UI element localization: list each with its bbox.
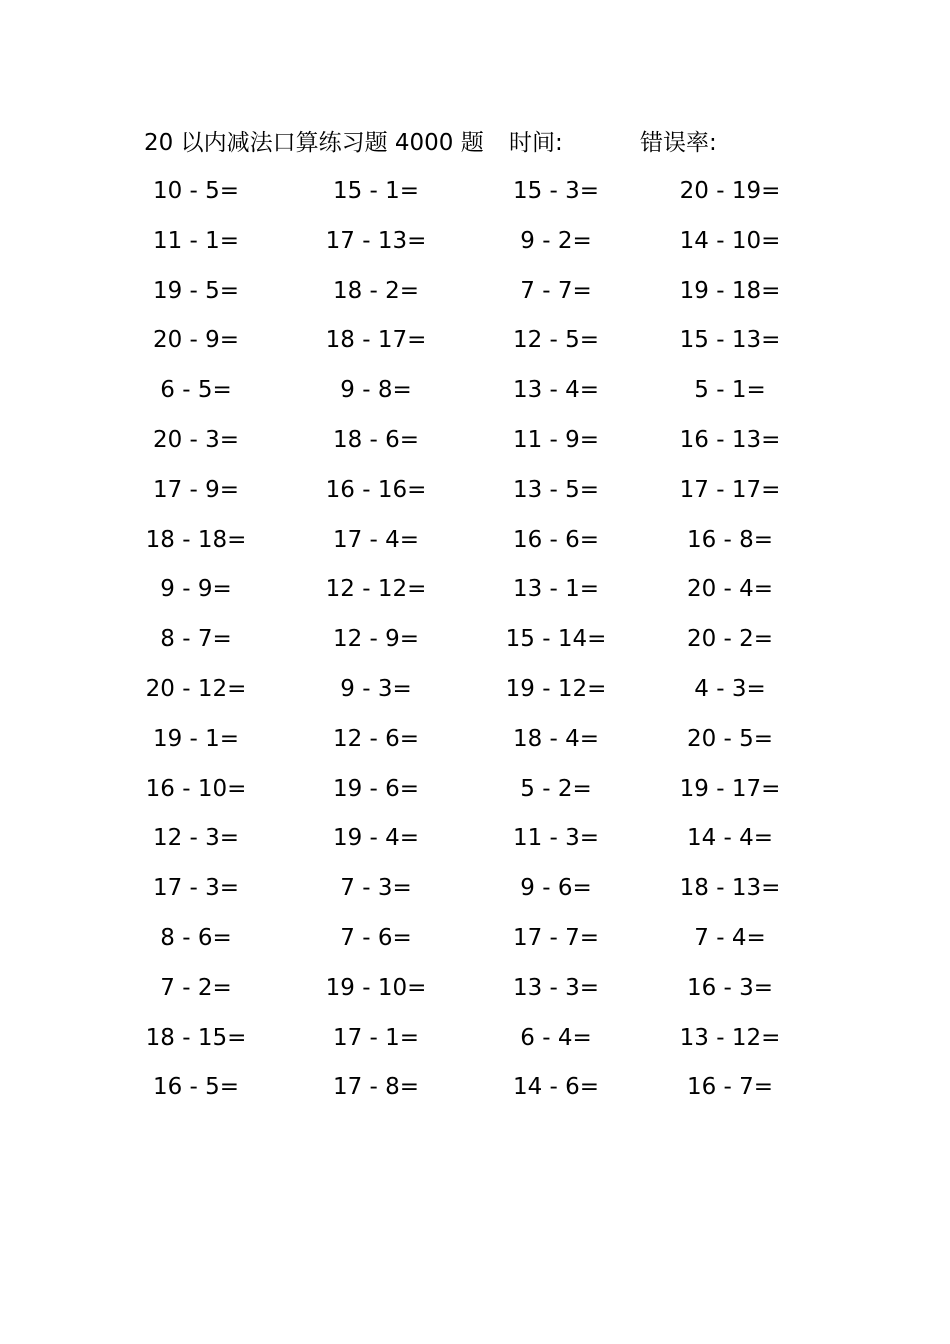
subtraction-problem: 16 - 3= — [686, 974, 774, 1001]
subtraction-problem: 14 - 10= — [679, 227, 781, 254]
subtraction-problem: 18 - 13= — [679, 875, 781, 902]
subtraction-problem: 17 - 17= — [679, 476, 781, 503]
subtraction-problem: 13 - 4= — [512, 377, 600, 404]
subtraction-problem: 20 - 3= — [152, 426, 240, 453]
subtraction-problem: 15 - 14= — [505, 626, 607, 653]
subtraction-problem: 19 - 6= — [332, 775, 420, 802]
subtraction-problem: 9 - 2= — [520, 227, 592, 254]
error-rate-label: 错误率: — [640, 130, 717, 156]
worksheet-title: 20 以内减法口算练习题 4000 题 — [144, 130, 484, 156]
problem-row — [0, 274, 950, 324]
subtraction-problem: 12 - 5= — [512, 327, 600, 354]
subtraction-problem: 12 - 12= — [325, 576, 427, 603]
subtraction-problem: 9 - 9= — [160, 576, 232, 603]
subtraction-problem: 7 - 6= — [340, 924, 412, 951]
subtraction-problem: 16 - 8= — [686, 526, 774, 553]
problem-row — [0, 821, 950, 871]
subtraction-problem: 9 - 3= — [340, 675, 412, 702]
subtraction-problem: 9 - 6= — [520, 875, 592, 902]
problem-row — [0, 1070, 950, 1120]
subtraction-problem: 6 - 4= — [520, 1024, 592, 1051]
problem-row — [0, 523, 950, 573]
subtraction-problem: 16 - 6= — [512, 526, 600, 553]
subtraction-problem: 18 - 15= — [145, 1024, 247, 1051]
subtraction-problem: 18 - 4= — [512, 725, 600, 752]
problem-grid — [0, 174, 950, 1120]
problem-row — [0, 1021, 950, 1071]
subtraction-problem: 19 - 10= — [325, 974, 427, 1001]
worksheet-header — [0, 126, 950, 160]
subtraction-problem: 17 - 4= — [332, 526, 420, 553]
subtraction-problem: 13 - 3= — [512, 974, 600, 1001]
subtraction-problem: 14 - 4= — [686, 825, 774, 852]
subtraction-problem: 7 - 7= — [520, 277, 592, 304]
subtraction-problem: 15 - 1= — [332, 178, 420, 204]
subtraction-problem: 19 - 18= — [679, 277, 781, 304]
problem-row — [0, 672, 950, 722]
subtraction-problem: 4 - 3= — [694, 675, 766, 702]
problem-row — [0, 174, 950, 224]
subtraction-problem: 8 - 6= — [160, 924, 232, 951]
subtraction-problem: 13 - 5= — [512, 476, 600, 503]
subtraction-problem: 11 - 1= — [152, 227, 240, 254]
subtraction-problem: 16 - 5= — [152, 1074, 240, 1101]
problem-row — [0, 224, 950, 274]
subtraction-problem: 6 - 5= — [160, 377, 232, 404]
subtraction-problem: 16 - 7= — [686, 1074, 774, 1101]
subtraction-problem: 12 - 6= — [332, 725, 420, 752]
subtraction-problem: 18 - 17= — [325, 327, 427, 354]
subtraction-problem: 20 - 9= — [152, 327, 240, 354]
subtraction-problem: 19 - 5= — [152, 277, 240, 304]
subtraction-problem: 5 - 1= — [694, 377, 766, 404]
subtraction-problem: 12 - 9= — [332, 626, 420, 653]
subtraction-problem: 7 - 3= — [340, 875, 412, 902]
subtraction-problem: 16 - 10= — [145, 775, 247, 802]
subtraction-problem: 11 - 3= — [512, 825, 600, 852]
time-label: 时间: — [509, 130, 563, 156]
subtraction-problem: 7 - 2= — [160, 974, 232, 1001]
problem-row — [0, 373, 950, 423]
subtraction-problem: 20 - 2= — [686, 626, 774, 653]
subtraction-problem: 20 - 4= — [686, 576, 774, 603]
problem-row — [0, 572, 950, 622]
subtraction-problem: 12 - 3= — [152, 825, 240, 852]
subtraction-problem: 15 - 13= — [679, 327, 781, 354]
problem-row — [0, 722, 950, 772]
subtraction-problem: 9 - 8= — [340, 377, 412, 404]
subtraction-problem: 5 - 2= — [520, 775, 592, 802]
subtraction-problem: 17 - 1= — [332, 1024, 420, 1051]
subtraction-problem: 13 - 12= — [679, 1024, 781, 1051]
subtraction-problem: 17 - 7= — [512, 924, 600, 951]
problem-row — [0, 772, 950, 822]
subtraction-problem: 16 - 16= — [325, 476, 427, 503]
problem-row — [0, 622, 950, 672]
problem-row — [0, 971, 950, 1021]
subtraction-problem: 18 - 18= — [145, 526, 247, 553]
problem-row — [0, 323, 950, 373]
subtraction-problem: 19 - 12= — [505, 675, 607, 702]
subtraction-problem: 8 - 7= — [160, 626, 232, 653]
subtraction-problem: 7 - 4= — [694, 924, 766, 951]
subtraction-problem: 15 - 3= — [512, 178, 600, 204]
subtraction-problem: 17 - 8= — [332, 1074, 420, 1101]
subtraction-problem: 14 - 6= — [512, 1074, 600, 1101]
subtraction-problem: 19 - 1= — [152, 725, 240, 752]
subtraction-problem: 18 - 2= — [332, 277, 420, 304]
subtraction-problem: 19 - 17= — [679, 775, 781, 802]
subtraction-problem: 20 - 12= — [145, 675, 247, 702]
problem-row — [0, 473, 950, 523]
subtraction-problem: 20 - 5= — [686, 725, 774, 752]
subtraction-problem: 17 - 3= — [152, 875, 240, 902]
problem-row — [0, 423, 950, 473]
subtraction-problem: 18 - 6= — [332, 426, 420, 453]
problem-row — [0, 871, 950, 921]
subtraction-problem: 10 - 5= — [152, 178, 240, 204]
subtraction-problem: 16 - 13= — [679, 426, 781, 453]
subtraction-problem: 20 - 19= — [679, 178, 781, 204]
problem-row — [0, 921, 950, 971]
subtraction-problem: 17 - 13= — [325, 227, 427, 254]
subtraction-problem: 19 - 4= — [332, 825, 420, 852]
subtraction-problem: 17 - 9= — [152, 476, 240, 503]
subtraction-problem: 11 - 9= — [512, 426, 600, 453]
subtraction-problem: 13 - 1= — [512, 576, 600, 603]
